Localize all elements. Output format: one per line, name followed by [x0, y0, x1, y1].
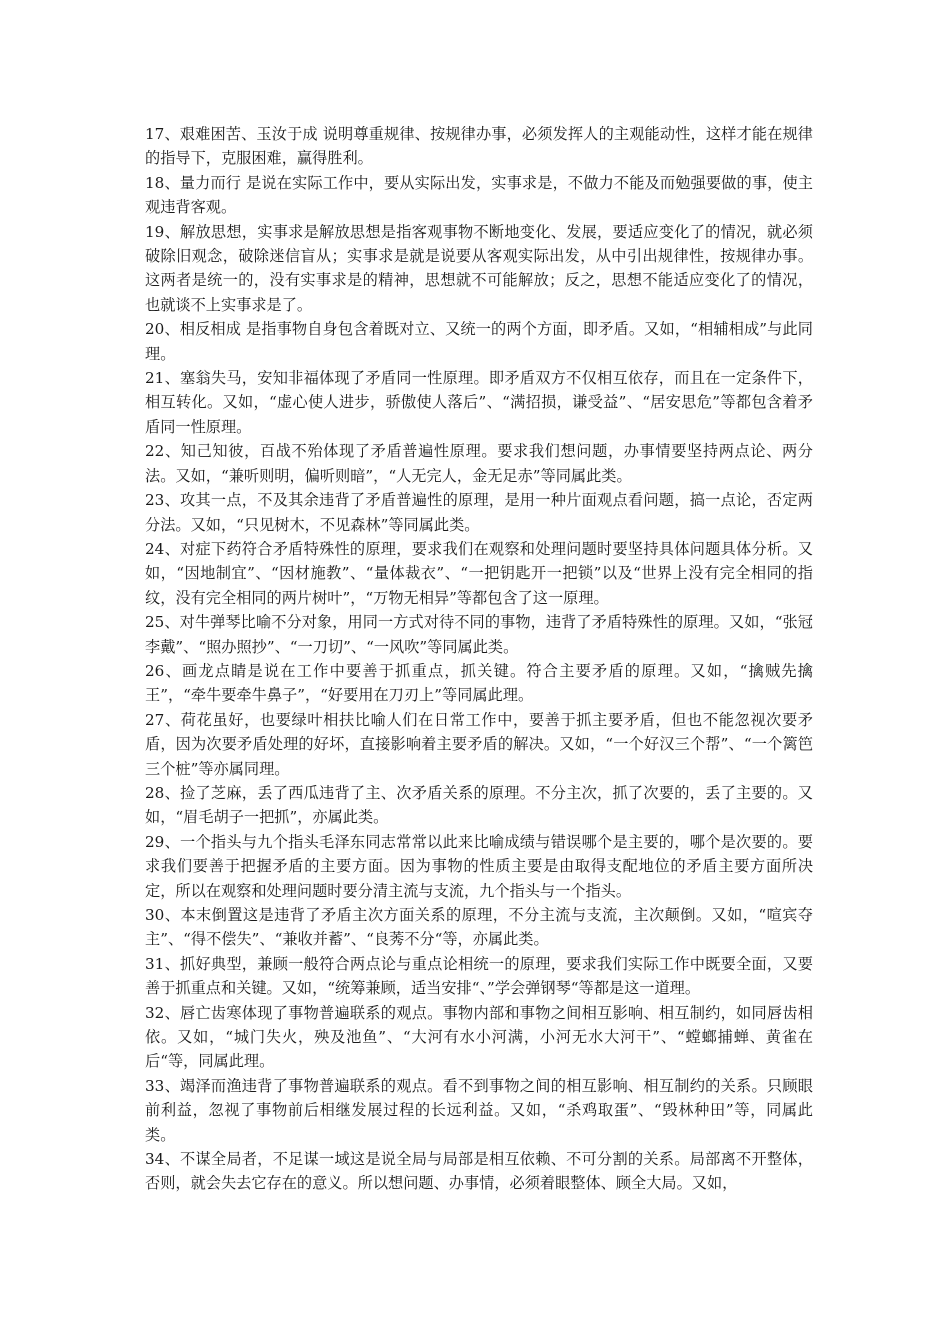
paragraph-24: 24、对症下药符合矛盾特殊性的原理，要求我们在观察和处理问题时要坚持具体问题具体分析。又如，“因地制宜”、“因材施教”、“量体裁衣”、“一把钥匙开一把锁”以及“世界上没有完全相同的指纹，没有完全相同的两片树叶”，“万物无相异”等都包含了这一原理。 — [145, 539, 813, 607]
paragraph-31: 31、抓好典型，兼顾一般符合两点论与重点论相统一的原理，要求我们实际工作中既要全面，又要善于抓重点和关键。又如，“统筹兼顾，适当安排“、”学会弹钢琴“等都是这一道理。 — [145, 954, 813, 998]
paragraph-29: 29、一个指头与九个指头毛泽东同志常常以此来比喻成绩与错误哪个是主要的，哪个是次要的。要求我们要善于把握矛盾的主要方面。因为事物的性质主要是由取得支配地位的矛盾主要方面所决定，所以在观察和处理问题时要分清主流与支流，九个指头与一个指头。 — [145, 832, 813, 900]
paragraph-23: 23、攻其一点，不及其余违背了矛盾普遍性的原理，是用一种片面观点看问题，搞一点论，否定两分法。又如，“只见树木，不见森林”等同属此类。 — [145, 491, 813, 534]
paragraph-18: 18、量力而行 是说在实际工作中，要从实际出发，实事求是，不做力不能及而勉强要做的事，使主观违背客观。 — [145, 173, 813, 217]
paragraph-20: 20、相反相成 是指事物自身包含着既对立、又统一的两个方面，即矛盾。又如，“相辅相成”与此同理。 — [145, 320, 813, 363]
paragraph-17: 17、艰难困苦、玉汝于成 说明尊重规律、按规律办事，必须发挥人的主观能动性，这样才能在规律的指导下，克服困难，赢得胜利。 — [145, 125, 813, 168]
document-body — [145, 122, 813, 1196]
paragraph-19: 19、解放思想，实事求是解放思想是指客观事物不断地变化、发展，要适应变化了的情况，就必须破除旧观念，破除迷信盲从；实事求是就是说要从客观实际出发，从中引出规律性，按规律办事。这两者是统一的，没有实事求是的精神，思想就不可能解放；反之，思想不能适应变化了的情况，也就谈不上实事求是了。 — [145, 222, 813, 314]
paragraph-32: 32、唇亡齿寒体现了事物普遍联系的观点。事物内部和事物之间相互影响、相互制约，如同唇齿相依。又如，“城门失火，殃及池鱼”、“大河有水小河满，小河无水大河干”、“螳螂捕蝉、黄雀在后“等，同属此理。 — [145, 1003, 813, 1071]
paragraph-30: 30、本末倒置这是违背了矛盾主次方面关系的原理，不分主流与支流，主次颠倒。又如，“喧宾夺主”、“得不偿失”、“兼收并蓄”、“良莠不分“等，亦属此类。 — [145, 906, 813, 949]
paragraph-26: 26、画龙点睛是说在工作中要善于抓重点，抓关键。符合主要矛盾的原理。又如，“擒贼先擒王”，“牵牛要牵牛鼻子”，“好要用在刀刃上”等同属此理。 — [145, 661, 813, 705]
paragraph-22: 22、知己知彼，百战不殆体现了矛盾普遍性原理。要求我们想问题，办事情要坚持两点论、两分法。又如，“兼听则明，偏听则暗”，“人无完人，金无足赤”等同属此类。 — [145, 442, 813, 485]
paragraph-27: 27、荷花虽好，也要绿叶相扶比喻人们在日常工作中，要善于抓主要矛盾，但也不能忽视次要矛盾，因为次要矛盾处理的好坏，直接影响着主要矛盾的解决。又如，“一个好汉三个帮”、“一个篱笆三个桩”等亦属同理。 — [145, 710, 813, 778]
paragraph-34: 34、不谋全局者，不足谋一域这是说全局与局部是相互依赖、不可分割的关系。局部离不开整体，否则，就会失去它存在的意义。所以想问题、办事情，必须着眼整体、顾全大局。又如， — [145, 1150, 813, 1193]
paragraph-21: 21、塞翁失马，安知非福体现了矛盾同一性原理。即矛盾双方不仅相互依存，而且在一定条件下，相互转化。又如，“虚心使人进步，骄傲使人落后”、“满招损，谦受益”、“居安思危”等都包含着矛盾同一性原理。 — [145, 369, 813, 436]
paragraph-28: 28、捡了芝麻，丢了西瓜违背了主、次矛盾关系的原理。不分主次，抓了次要的，丢了主要的。又如，“眉毛胡子一把抓”，亦属此类。 — [145, 783, 813, 827]
paragraph-33: 33、竭泽而渔违背了事物普遍联系的观点。看不到事物之间的相互影响、相互制约的关系。只顾眼前利益，忽视了事物前后相继发展过程的长远利益。又如，“杀鸡取蛋”、“毁林种田”等，同属此类。 — [145, 1076, 813, 1144]
paragraph-25: 25、对牛弹琴比喻不分对象，用同一方式对待不同的事物，违背了矛盾特殊性的原理。又如，“张冠李戴”、“照办照抄”、“一刀切”、“一风吹”等同属此类。 — [145, 613, 813, 656]
